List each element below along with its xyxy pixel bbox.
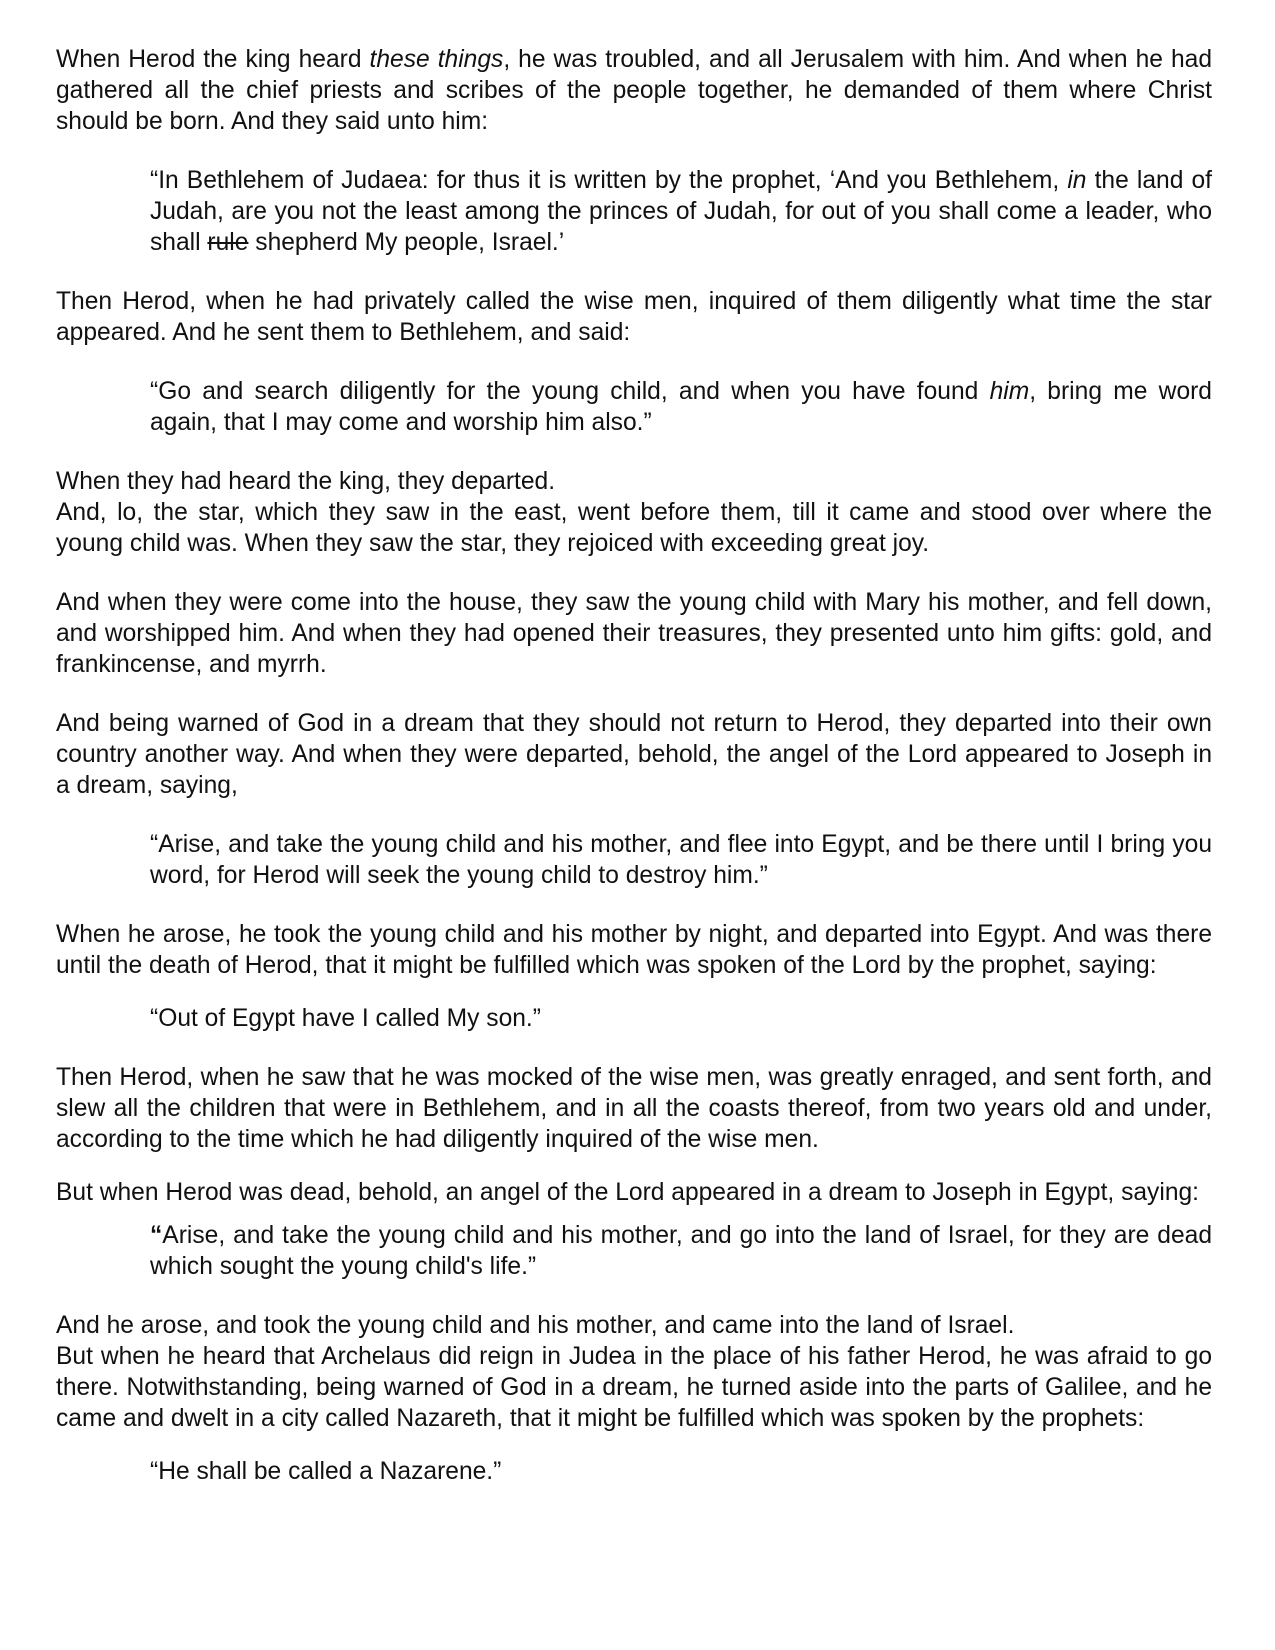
- text-run: shepherd My people, Israel.’: [248, 229, 565, 256]
- quote-bethlehem-prophecy: [150, 165, 1212, 258]
- text-run: Arise, and take the young child and his mother, and go into the land of Israel, for they are dead which sought the young child's life.”: [150, 1222, 1212, 1280]
- paragraph-came-into-israel: And he arose, and took the young child and his mother, and came into the land of Israel.: [56, 1312, 1015, 1339]
- document-page: [56, 44, 1212, 1487]
- text-run: “Go and search diligently for the young child, and when you have found: [150, 378, 990, 405]
- paragraph-herod-inquires: Then Herod, when he had privately called the wise men, inquired of them diligently what time the star appeared. And he sent them to Bethlehem, and said:: [56, 288, 1212, 346]
- paragraph-departed: When they had heard the king, they departed.: [56, 468, 556, 495]
- italic-text: him: [989, 378, 1030, 405]
- quote-flee-into-egypt: “Arise, and take the young child and his mother, and flee into Egypt, and be there until I bring you word, for Herod will seek the young child to destroy him.”: [150, 831, 1212, 889]
- quote-nazarene: “He shall be called a Nazarene.”: [150, 1458, 502, 1485]
- italic-text: in: [1067, 167, 1087, 194]
- text-run: “: [150, 1222, 163, 1249]
- paragraph-warned-in-dream: And being warned of God in a dream that they should not return to Herod, they departed into their own country another way. And when they were departed, behold, the angel of the Lord appeared to Joseph in a dream, saying,: [56, 710, 1212, 799]
- paragraph-herod-troubled: [56, 44, 1212, 137]
- paragraph-archelaus: But when he heard that Archelaus did reign in Judea in the place of his father Herod, he was afraid to go there. Notwithstanding, being warned of God in a dream, he turned aside into the parts of Galilee, and he came and dwelt in a city called Nazareth, that it might be fulfilled which was spoken by the prophets:: [56, 1343, 1212, 1432]
- paragraph-gifts: And when they were come into the house, they saw the young child with Mary his mother, and fell down, and worshipped him. And when they had opened their treasures, they presented unto him gifts: gold, and frankincense, and myrrh.: [56, 589, 1212, 678]
- quote-go-and-search: [150, 376, 1212, 438]
- paragraph-herod-dead: But when Herod was dead, behold, an angel of the Lord appeared in a dream to Joseph in Egypt, saying:: [56, 1179, 1200, 1206]
- paragraph-star-east: And, lo, the star, which they saw in the east, went before them, till it came and stood over where the young child was. When they saw the star, they rejoiced with exceeding great joy.: [56, 499, 1212, 557]
- paragraph-departed-into-egypt: When he arose, he took the young child and his mother by night, and departed into Egypt. And was there until the death of Herod, that it might be fulfilled which was spoken of the Lord by the prophet, saying:: [56, 921, 1212, 979]
- paragraph-herod-enraged: Then Herod, when he saw that he was mocked of the wise men, was greatly enraged, and sent forth, and slew all the children that were in Bethlehem, and in all the coasts thereof, from two years old and under, according to the time which he had diligently inquired of the wise men.: [56, 1064, 1212, 1153]
- text-run: , bring me word again, that I may come and worship him also.”: [150, 378, 1212, 436]
- italic-text: these things: [369, 46, 504, 73]
- quote-go-into-israel: [150, 1220, 1212, 1282]
- text-run: the land of Judah, are you not the least among the princes of Judah, for out of you shall come a leader, who shall: [150, 167, 1212, 256]
- text-run: When Herod the king heard: [56, 46, 370, 73]
- text-run: , he was troubled, and all Jerusalem with him. And when he had gathered all the chief priests and scribes of the people together, he demanded of them where Christ should be born. And they said unto him:: [56, 46, 1213, 135]
- strikethrough-text: rule: [207, 229, 249, 256]
- quote-out-of-egypt: “Out of Egypt have I called My son.”: [150, 1005, 541, 1032]
- text-run: “In Bethlehem of Judaea: for thus it is written by the prophet, ‘And you Bethlehem,: [150, 167, 1068, 194]
